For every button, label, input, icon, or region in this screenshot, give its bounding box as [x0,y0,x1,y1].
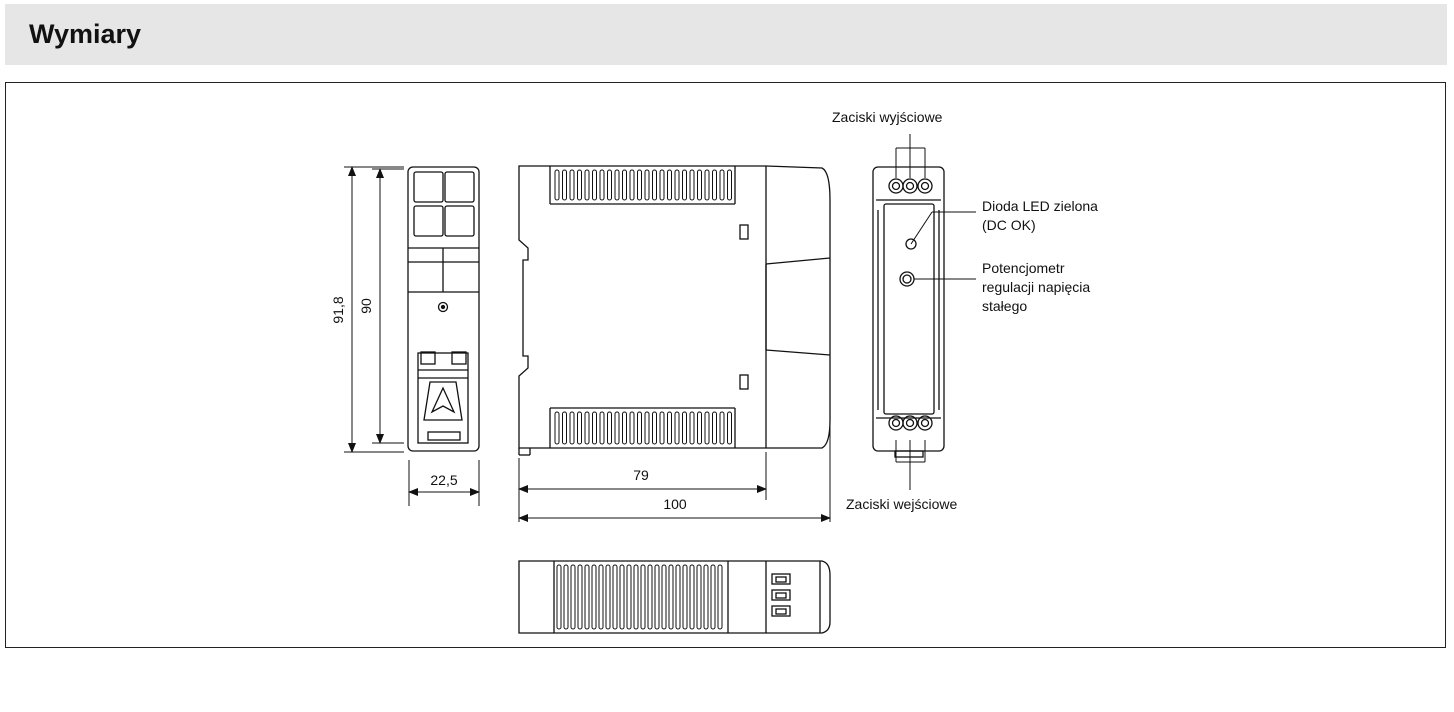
vent-slot-top [630,170,634,200]
callout-pot-line1: Potencjometr [982,260,1065,276]
vent-slot [613,565,617,629]
vent-slot [676,565,680,629]
vent-slot-bottom [690,412,694,444]
vent-slot-bottom [615,412,619,444]
dim-depth-body: 79 [633,467,649,483]
vent-slot-bottom [563,412,567,444]
vent-slot-top [683,170,687,200]
vent-slot [718,565,722,629]
vent-slot [564,565,568,629]
vent-slot [606,565,610,629]
potentiometer [900,272,914,286]
vent-slot-top [615,170,619,200]
front-view [408,167,479,451]
vent-slot [704,565,708,629]
vent-slot-top [705,170,709,200]
vent-slot-bottom [705,412,709,444]
vent-slot [620,565,624,629]
vent-slot [683,565,687,629]
vent-slot-top [563,170,567,200]
vent-slot-top [713,170,717,200]
vent-slot-bottom [585,412,589,444]
vent-slot-bottom [683,412,687,444]
vent-slot-top [600,170,604,200]
vent-slot-top [585,170,589,200]
vent-slot-top [623,170,627,200]
vent-slot-bottom [668,412,672,444]
vent-slot-bottom [600,412,604,444]
top-view [519,561,830,633]
vent-slot-bottom [555,412,559,444]
vent-slot [641,565,645,629]
vent-slot-top [638,170,642,200]
vent-slot [578,565,582,629]
vent-slot [662,565,666,629]
vent-slot-top [720,170,724,200]
vent-slot-top [675,170,679,200]
panel-view [873,167,944,457]
vent-slot-bottom [720,412,724,444]
vent-slot-bottom [728,412,732,444]
callout-pot-line3: stałego [982,298,1028,314]
terminal-screw-head [907,183,914,190]
vent-slot-bottom [653,412,657,444]
vent-slot-top [578,170,582,200]
vent-slot-bottom [608,412,612,444]
vent-slot-top [570,170,574,200]
vent-slot-bottom [698,412,702,444]
side-view [519,166,830,455]
vent-slot [599,565,603,629]
vent-slot [585,565,589,629]
vent-slot-bottom [660,412,664,444]
callout-input-terminals: Zaciski wejściowe [846,496,958,512]
dim-height-overall: 91,8 [330,296,346,324]
vent-slot-bottom [675,412,679,444]
vent-slot [711,565,715,629]
terminal-screw [918,179,932,193]
vent-slot [557,565,561,629]
vent-slot-top [653,170,657,200]
vent-slot-top [645,170,649,200]
terminal-screw [903,179,917,193]
vent-slot-top [690,170,694,200]
vent-slot [697,565,701,629]
vent-slot-bottom [713,412,717,444]
callout-led-line1: Dioda LED zielona [982,198,1098,214]
section-title: Wymiary [29,19,142,49]
vent-slot-bottom [570,412,574,444]
vent-slot-bottom [623,412,627,444]
vent-slot-top [555,170,559,200]
vent-slot-top [698,170,702,200]
dim-width-front: 22,5 [430,472,458,488]
terminal-screw-head [922,183,929,190]
vent-slot [627,565,631,629]
vent-slot [655,565,659,629]
vent-slot [690,565,694,629]
vent-slot-top [728,170,732,200]
vent-slot-bottom [638,412,642,444]
vent-slot-bottom [578,412,582,444]
callout-pot-line2: regulacji napięcia [982,279,1091,295]
vent-slot [669,565,673,629]
vent-slot [571,565,575,629]
vent-slot-bottom [593,412,597,444]
vent-slot-bottom [630,412,634,444]
vent-slot-top [660,170,664,200]
vent-slot-bottom [645,412,649,444]
vent-slot-top [668,170,672,200]
terminal-screw [889,179,903,193]
vent-slot [634,565,638,629]
dim-depth-overall: 100 [663,496,687,512]
vent-slot [648,565,652,629]
callout-output-terminals: Zaciski wyjściowe [832,109,943,125]
dim-height-body: 90 [358,298,374,314]
callout-led-line2: (DC OK) [982,217,1036,233]
vent-slot-top [608,170,612,200]
vent-slot [592,565,596,629]
terminal-screw-head [922,420,929,427]
terminal-screw-head [893,183,900,190]
terminal-screw-head [893,420,900,427]
terminal-screw-head [907,420,914,427]
vent-slot-top [593,170,597,200]
